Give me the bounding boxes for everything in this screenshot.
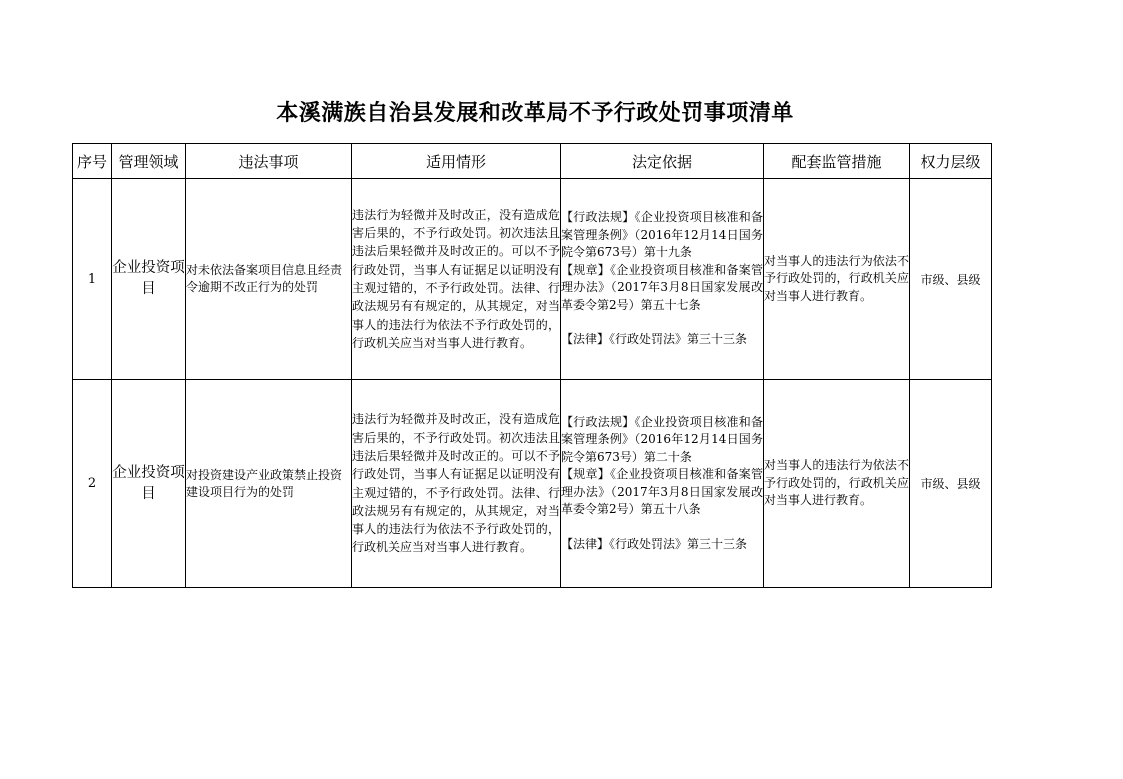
cell-authority-level: 市级、县级 [910, 179, 992, 380]
cell-legal-basis [561, 179, 764, 380]
cell-management-field: 企业投资项目 [112, 380, 186, 588]
cell-management-field: 企业投资项目 [112, 179, 186, 380]
legal-basis-law: 【法律】《行政处罚法》第三十三条 [561, 536, 748, 551]
header-serial-number: 序号 [73, 144, 112, 179]
header-applicable-situation: 适用情形 [352, 144, 561, 179]
cell-serial-number: 2 [73, 380, 112, 588]
header-supervision-measures: 配套监管措施 [764, 144, 910, 179]
cell-authority-level: 市级、县级 [910, 380, 992, 588]
cell-legal-basis [561, 380, 764, 588]
legal-basis-administrative-regulation: 【行政法规】《企业投资项目核准和备案管理条例》（2016年12月14日国务院令第673号）第二十条 [561, 414, 763, 464]
legal-basis-rule: 【规章】《企业投资项目核准和备案管理办法》（2017年3月8日国家发展改革委令第2号）第五十八条 [561, 467, 763, 517]
cell-supervision-measures: 对当事人的违法行为依法不予行政处罚的，行政机关应对当事人进行教育。 [764, 380, 910, 588]
cell-violation-item: 对投资建设产业政策禁止投资建设项目行为的处罚 [186, 380, 352, 588]
header-management-field: 管理领域 [112, 144, 186, 179]
cell-violation-item: 对未依法备案项目信息且经责令逾期不改正行为的处罚 [186, 179, 352, 380]
table-row [73, 179, 992, 380]
legal-basis-administrative-regulation: 【行政法规】《企业投资项目核准和备案管理条例》（2016年12月14日国务院令第673号）第十九条 [561, 210, 763, 260]
cell-serial-number: 1 [73, 179, 112, 380]
header-violation-item: 违法事项 [186, 144, 352, 179]
header-authority-level: 权力层级 [910, 144, 992, 179]
document-title: 本溪满族自治县发展和改革局不予行政处罚事项清单 [276, 100, 794, 126]
table-row [73, 380, 992, 588]
cell-applicable-situation: 违法行为轻微并及时改正，没有造成危害后果的，不予行政处罚。初次违法且违法后果轻微并及时改正的。可以不予行政处罚，当事人有证据足以证明没有主观过错的，不予行政处罚。法律、行政法规另有有规定的，从其规定，对当事人的违法行为依法不予行政处罚的，行政机关应当对当事人进行教育。 [352, 179, 561, 380]
header-legal-basis: 法定依据 [561, 144, 764, 179]
cell-supervision-measures: 对当事人的违法行为依法不予行政处罚的，行政机关应对当事人进行教育。 [764, 179, 910, 380]
legal-basis-law: 【法律】《行政处罚法》第三十三条 [561, 332, 748, 347]
table-header-row [73, 144, 992, 179]
cell-applicable-situation: 违法行为轻微并及时改正，没有造成危害后果的，不予行政处罚。初次违法且违法后果轻微并及时改正的。可以不予行政处罚，当事人有证据足以证明没有主观过错的，不予行政处罚。法律、行政法规另有有规定的，从其规定，对当事人的违法行为依法不予行政处罚的，行政机关应当对当事人进行教育。 [352, 380, 561, 588]
penalty-list-table [72, 143, 992, 588]
legal-basis-rule: 【规章】《企业投资项目核准和备案管理办法》（2017年3月8日国家发展改革委令第2号）第五十七条 [561, 262, 763, 312]
